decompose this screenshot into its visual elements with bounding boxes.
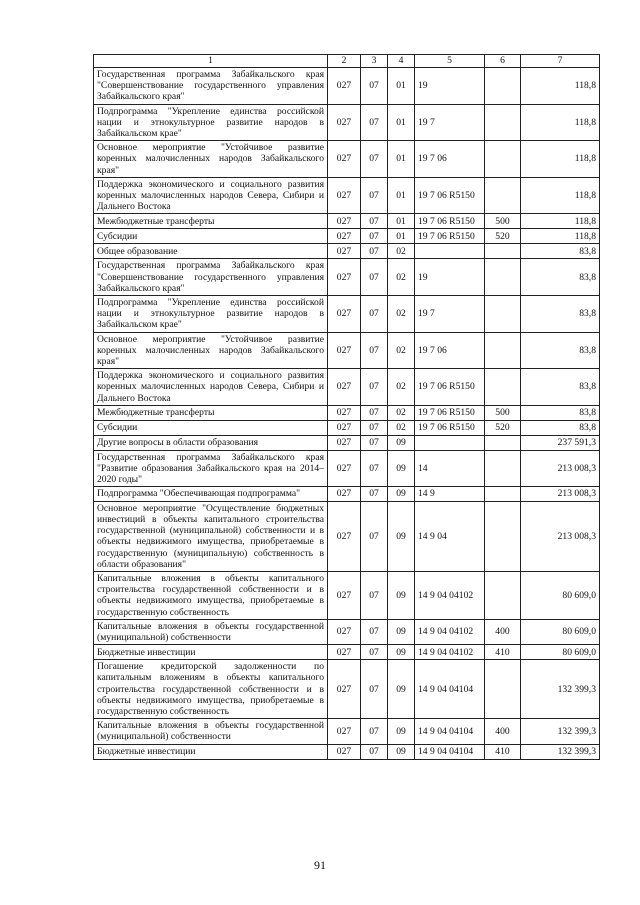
target-article-cell: 14 9 04 04104 (415, 719, 485, 744)
ved-code-cell: 027 (328, 450, 361, 487)
expense-type-cell (485, 68, 521, 105)
row-name-cell: Бюджетные инвестиции (94, 744, 328, 759)
row-name-cell: Подпрограмма "Укрепление единства российской нации и этнокультурное развитие народов в Забайкальском крае" (94, 296, 328, 333)
row-name-cell: Субсидии (94, 229, 328, 244)
amount-cell: 80 609,0 (521, 645, 600, 660)
ved-code-cell: 027 (328, 259, 361, 296)
table-row (94, 259, 600, 296)
row-name-cell: Поддержка экономического и социального развития коренных малочисленных народов Севера, Сибири и Дальнего Востока (94, 369, 328, 406)
table-row (94, 244, 600, 259)
subsection-code-cell: 09 (388, 619, 415, 644)
expense-type-cell (485, 259, 521, 296)
header-cell: 7 (521, 55, 600, 68)
subsection-code-cell: 09 (388, 487, 415, 501)
expense-type-cell: 520 (485, 420, 521, 435)
target-article-cell: 19 7 (415, 296, 485, 333)
row-name-cell: Государственная программа Забайкальского края "Совершенствование государственного управления Забайкальского края" (94, 259, 328, 296)
ved-code-cell: 027 (328, 420, 361, 435)
expense-type-cell: 410 (485, 645, 521, 660)
subsection-code-cell: 02 (388, 420, 415, 435)
target-article-cell: 19 7 (415, 104, 485, 141)
subsection-code-cell: 09 (388, 435, 415, 450)
amount-cell: 213 008,3 (521, 487, 600, 501)
target-article-cell: 14 9 (415, 487, 485, 501)
header-cell: 4 (388, 55, 415, 68)
subsection-code-cell: 09 (388, 719, 415, 744)
amount-cell: 132 399,3 (521, 744, 600, 759)
target-article-cell: 14 9 04 04102 (415, 645, 485, 660)
amount-cell: 83,8 (521, 244, 600, 259)
section-code-cell: 07 (361, 369, 388, 406)
row-name-cell: Государственная программа Забайкальского края "Развитие образования Забайкальского края на 2014–2020 годы" (94, 450, 328, 487)
header-cell: 1 (94, 55, 328, 68)
ved-code-cell: 027 (328, 332, 361, 369)
table-row (94, 369, 600, 406)
table-row (94, 229, 600, 244)
ved-code-cell: 027 (328, 645, 361, 660)
section-code-cell: 07 (361, 229, 388, 244)
ved-code-cell: 027 (328, 571, 361, 619)
expense-type-cell (485, 501, 521, 571)
amount-cell: 118,8 (521, 141, 600, 178)
section-code-cell: 07 (361, 177, 388, 214)
header-cell: 6 (485, 55, 521, 68)
section-code-cell: 07 (361, 296, 388, 333)
ved-code-cell: 027 (328, 619, 361, 644)
section-code-cell: 07 (361, 619, 388, 644)
row-name-cell: Капитальные вложения в объекты государственной (муниципальной) собственности (94, 719, 328, 744)
target-article-cell: 19 7 06 R5150 (415, 177, 485, 214)
section-code-cell: 07 (361, 405, 388, 420)
page-number: 91 (314, 858, 326, 872)
section-code-cell: 07 (361, 104, 388, 141)
amount-cell: 83,8 (521, 332, 600, 369)
target-article-cell (415, 435, 485, 450)
amount-cell: 118,8 (521, 214, 600, 229)
table-row (94, 571, 600, 619)
ved-code-cell: 027 (328, 405, 361, 420)
subsection-code-cell: 02 (388, 296, 415, 333)
row-name-cell: Погашение кредиторской задолженности по капитальным вложениям в объекты капитального строительства государственной собственности и в объекты недвижимого имущества, приобретаемые в государственную собственность (94, 660, 328, 719)
amount-cell: 118,8 (521, 104, 600, 141)
table-row (94, 405, 600, 420)
section-code-cell: 07 (361, 744, 388, 759)
table-row (94, 487, 600, 501)
section-code-cell: 07 (361, 487, 388, 501)
table-row (94, 450, 600, 487)
header-cell: 3 (361, 55, 388, 68)
table-row (94, 68, 600, 105)
target-article-cell: 14 9 04 04102 (415, 571, 485, 619)
target-article-cell: 19 7 06 R5150 (415, 214, 485, 229)
table-row (94, 177, 600, 214)
ved-code-cell: 027 (328, 369, 361, 406)
ved-code-cell: 027 (328, 719, 361, 744)
row-name-cell: Основное мероприятие "Осуществление бюджетных инвестиций в объекты капитального строительства государственной (муниципальной) собственности и в объекты недвижимого имущества, приобретаемые в государственную (муниципальную) собственность в области образования" (94, 501, 328, 571)
table-row (94, 296, 600, 333)
subsection-code-cell: 09 (388, 571, 415, 619)
expense-type-cell: 400 (485, 619, 521, 644)
amount-cell: 80 609,0 (521, 619, 600, 644)
target-article-cell: 14 9 04 04104 (415, 660, 485, 719)
table-row (94, 104, 600, 141)
section-code-cell: 07 (361, 645, 388, 660)
section-code-cell: 07 (361, 450, 388, 487)
section-code-cell: 07 (361, 571, 388, 619)
expense-type-cell (485, 435, 521, 450)
subsection-code-cell: 09 (388, 744, 415, 759)
document-page (93, 54, 599, 760)
expense-type-cell: 520 (485, 229, 521, 244)
table-row (94, 435, 600, 450)
ved-code-cell: 027 (328, 229, 361, 244)
table-row (94, 744, 600, 759)
row-name-cell: Капитальные вложения в объекты государственной (муниципальной) собственности (94, 619, 328, 644)
expense-type-cell (485, 369, 521, 406)
amount-cell: 83,8 (521, 405, 600, 420)
subsection-code-cell: 01 (388, 104, 415, 141)
amount-cell: 237 591,3 (521, 435, 600, 450)
table-row (94, 645, 600, 660)
subsection-code-cell: 01 (388, 229, 415, 244)
row-name-cell: Капитальные вложения в объекты капитального строительства государственной собственности и в объекты недвижимого имущества, приобретаемые в государственную собственность (94, 571, 328, 619)
target-article-cell: 14 9 04 (415, 501, 485, 571)
amount-cell: 83,8 (521, 259, 600, 296)
subsection-code-cell: 01 (388, 68, 415, 105)
amount-cell: 213 008,3 (521, 501, 600, 571)
ved-code-cell: 027 (328, 177, 361, 214)
row-name-cell: Подпрограмма "Укрепление единства российской нации и этнокультурное развитие народов в Забайкальском крае" (94, 104, 328, 141)
row-name-cell: Общее образование (94, 244, 328, 259)
expense-type-cell: 400 (485, 719, 521, 744)
subsection-code-cell: 02 (388, 369, 415, 406)
expense-type-cell (485, 571, 521, 619)
expense-type-cell (485, 450, 521, 487)
ved-code-cell: 027 (328, 660, 361, 719)
ved-code-cell: 027 (328, 487, 361, 501)
budget-table (93, 54, 600, 760)
amount-cell: 83,8 (521, 296, 600, 333)
amount-cell: 83,8 (521, 420, 600, 435)
target-article-cell (415, 244, 485, 259)
row-name-cell: Основное мероприятие "Устойчивое развитие коренных малочисленных народов Забайкальского края" (94, 332, 328, 369)
ved-code-cell: 027 (328, 744, 361, 759)
expense-type-cell (485, 141, 521, 178)
amount-cell: 132 399,3 (521, 660, 600, 719)
ved-code-cell: 027 (328, 141, 361, 178)
target-article-cell: 19 (415, 259, 485, 296)
target-article-cell: 19 7 06 R5150 (415, 229, 485, 244)
expense-type-cell (485, 244, 521, 259)
ved-code-cell: 027 (328, 104, 361, 141)
subsection-code-cell: 02 (388, 332, 415, 369)
expense-type-cell: 500 (485, 405, 521, 420)
section-code-cell: 07 (361, 332, 388, 369)
subsection-code-cell: 02 (388, 259, 415, 296)
amount-cell: 80 609,0 (521, 571, 600, 619)
section-code-cell: 07 (361, 259, 388, 296)
amount-cell: 132 399,3 (521, 719, 600, 744)
ved-code-cell: 027 (328, 244, 361, 259)
subsection-code-cell: 02 (388, 244, 415, 259)
header-cell: 2 (328, 55, 361, 68)
section-code-cell: 07 (361, 435, 388, 450)
row-name-cell: Межбюджетные трансферты (94, 405, 328, 420)
expense-type-cell (485, 104, 521, 141)
expense-type-cell: 410 (485, 744, 521, 759)
amount-cell: 213 008,3 (521, 450, 600, 487)
table-row (94, 619, 600, 644)
expense-type-cell (485, 332, 521, 369)
subsection-code-cell: 09 (388, 450, 415, 487)
expense-type-cell (485, 177, 521, 214)
target-article-cell: 14 (415, 450, 485, 487)
expense-type-cell (485, 296, 521, 333)
section-code-cell: 07 (361, 719, 388, 744)
section-code-cell: 07 (361, 501, 388, 571)
table-row (94, 214, 600, 229)
subsection-code-cell: 09 (388, 501, 415, 571)
section-code-cell: 07 (361, 244, 388, 259)
expense-type-cell: 500 (485, 214, 521, 229)
ved-code-cell: 027 (328, 214, 361, 229)
amount-cell: 118,8 (521, 68, 600, 105)
target-article-cell: 19 7 06 (415, 141, 485, 178)
table-row (94, 420, 600, 435)
table-row (94, 660, 600, 719)
target-article-cell: 19 (415, 68, 485, 105)
row-name-cell: Межбюджетные трансферты (94, 214, 328, 229)
target-article-cell: 19 7 06 R5150 (415, 420, 485, 435)
ved-code-cell: 027 (328, 68, 361, 105)
row-name-cell: Бюджетные инвестиции (94, 645, 328, 660)
table-row (94, 719, 600, 744)
header-row (94, 55, 600, 68)
section-code-cell: 07 (361, 68, 388, 105)
header-cell: 5 (415, 55, 485, 68)
subsection-code-cell: 01 (388, 141, 415, 178)
subsection-code-cell: 01 (388, 177, 415, 214)
row-name-cell: Основное мероприятие "Устойчивое развитие коренных малочисленных народов Забайкальского края" (94, 141, 328, 178)
amount-cell: 118,8 (521, 177, 600, 214)
target-article-cell: 19 7 06 (415, 332, 485, 369)
table-body (94, 68, 600, 760)
ved-code-cell: 027 (328, 435, 361, 450)
section-code-cell: 07 (361, 660, 388, 719)
amount-cell: 118,8 (521, 229, 600, 244)
table-row (94, 332, 600, 369)
target-article-cell: 14 9 04 04104 (415, 744, 485, 759)
section-code-cell: 07 (361, 420, 388, 435)
row-name-cell: Поддержка экономического и социального развития коренных малочисленных народов Севера, Сибири и Дальнего Востока (94, 177, 328, 214)
target-article-cell: 14 9 04 04102 (415, 619, 485, 644)
ved-code-cell: 027 (328, 296, 361, 333)
subsection-code-cell: 09 (388, 660, 415, 719)
subsection-code-cell: 09 (388, 645, 415, 660)
expense-type-cell (485, 487, 521, 501)
ved-code-cell: 027 (328, 501, 361, 571)
target-article-cell: 19 7 06 R5150 (415, 369, 485, 406)
row-name-cell: Другие вопросы в области образования (94, 435, 328, 450)
table-row (94, 141, 600, 178)
subsection-code-cell: 02 (388, 405, 415, 420)
subsection-code-cell: 01 (388, 214, 415, 229)
amount-cell: 83,8 (521, 369, 600, 406)
section-code-cell: 07 (361, 141, 388, 178)
section-code-cell: 07 (361, 214, 388, 229)
row-name-cell: Субсидии (94, 420, 328, 435)
table-row (94, 501, 600, 571)
target-article-cell: 19 7 06 R5150 (415, 405, 485, 420)
row-name-cell: Подпрограмма "Обеспечивающая подпрограмма" (94, 487, 328, 501)
row-name-cell: Государственная программа Забайкальского края "Совершенствование государственного управления Забайкальского края" (94, 68, 328, 105)
expense-type-cell (485, 660, 521, 719)
